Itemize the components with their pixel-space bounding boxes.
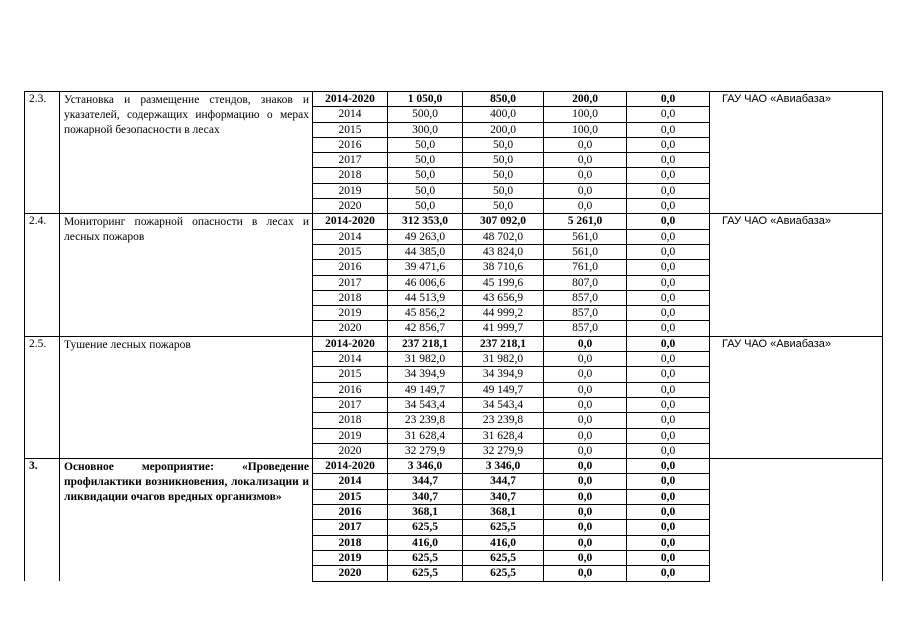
activity-name-text: Основное мероприятие: «Проведение профилактики возникновения, локализации и ликвидации очагов вредных организмов» <box>64 461 309 504</box>
budget-2-cell: 0,0 <box>544 535 627 550</box>
total-cell: 237 218,1 <box>388 336 463 351</box>
budget-2-cell: 100,0 <box>544 122 627 137</box>
period-cell: 2018 <box>313 168 388 183</box>
activity-name-text: Тушение лесных пожаров <box>64 338 191 351</box>
period-cell: 2017 <box>313 520 388 535</box>
budget-3-cell: 0,0 <box>627 428 710 443</box>
total-cell: 368,1 <box>388 505 463 520</box>
budget-1-cell: 340,7 <box>463 489 544 504</box>
total-cell: 344,7 <box>388 474 463 489</box>
budget-2-cell: 0,0 <box>544 428 627 443</box>
budget-2-cell: 0,0 <box>544 505 627 520</box>
executor-cell <box>710 214 883 336</box>
period-cell: 2016 <box>313 382 388 397</box>
activity-name <box>60 92 313 214</box>
budget-2-cell: 0,0 <box>544 489 627 504</box>
activity-name <box>60 459 313 581</box>
budget-2-cell: 0,0 <box>544 367 627 382</box>
budget-2-cell: 0,0 <box>544 566 627 581</box>
budget-2-cell: 0,0 <box>544 137 627 152</box>
section-number: 2.3. <box>25 92 60 214</box>
budget-3-cell: 0,0 <box>627 459 710 474</box>
budget-1-cell: 45 199,6 <box>463 275 544 290</box>
budget-2-cell: 0,0 <box>544 382 627 397</box>
total-cell: 50,0 <box>388 168 463 183</box>
period-cell: 2017 <box>313 397 388 412</box>
budget-1-cell: 3 346,0 <box>463 459 544 474</box>
budget-1-cell: 368,1 <box>463 505 544 520</box>
budget-3-cell: 0,0 <box>627 489 710 504</box>
budget-1-cell: 31 628,4 <box>463 428 544 443</box>
executor-text: ГАУ ЧАО «Авиабаза» <box>722 337 832 350</box>
budget-3-cell: 0,0 <box>627 382 710 397</box>
period-cell: 2019 <box>313 428 388 443</box>
budget-1-cell: 49 149,7 <box>463 382 544 397</box>
budget-2-cell: 0,0 <box>544 413 627 428</box>
total-cell: 300,0 <box>388 122 463 137</box>
budget-3-cell: 0,0 <box>627 413 710 428</box>
period-cell: 2018 <box>313 413 388 428</box>
executor-text: ГАУ ЧАО «Авиабаза» <box>722 93 832 105</box>
period-cell: 2017 <box>313 275 388 290</box>
budget-3-cell: 0,0 <box>627 550 710 565</box>
period-cell: 2014 <box>313 474 388 489</box>
budget-1-cell: 50,0 <box>463 137 544 152</box>
total-cell: 416,0 <box>388 535 463 550</box>
period-cell: 2020 <box>313 199 388 214</box>
budget-3-cell: 0,0 <box>627 168 710 183</box>
total-cell: 44 513,9 <box>388 290 463 305</box>
executor-text: ГАУ ЧАО «Авиабаза» <box>722 215 832 228</box>
budget-1-cell: 32 279,9 <box>463 443 544 458</box>
total-cell: 340,7 <box>388 489 463 504</box>
period-cell: 2020 <box>313 321 388 336</box>
budget-3-cell: 0,0 <box>627 137 710 152</box>
total-cell: 625,5 <box>388 566 463 581</box>
budget-1-cell: 625,5 <box>463 550 544 565</box>
executor-cell <box>710 459 883 581</box>
budget-3-cell: 0,0 <box>627 566 710 581</box>
budget-3-cell: 0,0 <box>627 336 710 351</box>
table-row <box>25 92 883 107</box>
period-cell: 2017 <box>313 153 388 168</box>
budget-1-cell: 400,0 <box>463 107 544 122</box>
budget-1-cell: 38 710,6 <box>463 260 544 275</box>
budget-1-cell: 34 394,9 <box>463 367 544 382</box>
budget-2-cell: 0,0 <box>544 153 627 168</box>
budget-2-cell: 0,0 <box>544 352 627 367</box>
budget-3-cell: 0,0 <box>627 352 710 367</box>
budget-3-cell: 0,0 <box>627 520 710 535</box>
total-cell: 1 050,0 <box>388 92 463 107</box>
budget-3-cell: 0,0 <box>627 107 710 122</box>
budget-2-cell: 857,0 <box>544 306 627 321</box>
total-cell: 31 982,0 <box>388 352 463 367</box>
table-row <box>25 459 883 474</box>
total-cell: 49 149,7 <box>388 382 463 397</box>
budget-2-cell: 0,0 <box>544 397 627 412</box>
total-cell: 23 239,8 <box>388 413 463 428</box>
period-cell: 2016 <box>313 137 388 152</box>
period-cell: 2020 <box>313 443 388 458</box>
period-cell: 2014-2020 <box>313 92 388 107</box>
budget-1-cell: 237 218,1 <box>463 336 544 351</box>
budget-2-cell: 761,0 <box>544 260 627 275</box>
activity-name-text: Мониторинг пожарной опасности в лесах и лесных пожаров <box>64 216 309 244</box>
period-cell: 2014 <box>313 352 388 367</box>
budget-1-cell: 416,0 <box>463 535 544 550</box>
budget-3-cell: 0,0 <box>627 229 710 244</box>
budget-1-cell: 34 543,4 <box>463 397 544 412</box>
budget-3-cell: 0,0 <box>627 290 710 305</box>
total-cell: 312 353,0 <box>388 214 463 229</box>
table-row <box>25 336 883 351</box>
budget-3-cell: 0,0 <box>627 275 710 290</box>
budget-3-cell: 0,0 <box>627 199 710 214</box>
budget-2-cell: 0,0 <box>544 443 627 458</box>
budget-2-cell: 857,0 <box>544 321 627 336</box>
budget-3-cell: 0,0 <box>627 214 710 229</box>
total-cell: 50,0 <box>388 199 463 214</box>
budget-2-cell: 0,0 <box>544 336 627 351</box>
budget-2-cell: 0,0 <box>544 474 627 489</box>
total-cell: 45 856,2 <box>388 306 463 321</box>
period-cell: 2015 <box>313 244 388 259</box>
period-cell: 2015 <box>313 489 388 504</box>
total-cell: 34 543,4 <box>388 397 463 412</box>
budget-1-cell: 43 656,9 <box>463 290 544 305</box>
budget-1-cell: 850,0 <box>463 92 544 107</box>
period-cell: 2019 <box>313 183 388 198</box>
total-cell: 49 263,0 <box>388 229 463 244</box>
period-cell: 2014-2020 <box>313 459 388 474</box>
budget-1-cell: 625,5 <box>463 566 544 581</box>
budget-2-cell: 0,0 <box>544 459 627 474</box>
period-cell: 2014-2020 <box>313 336 388 351</box>
period-cell: 2019 <box>313 550 388 565</box>
budget-1-cell: 31 982,0 <box>463 352 544 367</box>
total-cell: 50,0 <box>388 183 463 198</box>
total-cell: 50,0 <box>388 137 463 152</box>
period-cell: 2016 <box>313 505 388 520</box>
section-number: 3. <box>25 459 60 581</box>
table-row <box>25 214 883 229</box>
period-cell: 2015 <box>313 122 388 137</box>
total-cell: 34 394,9 <box>388 367 463 382</box>
period-cell: 2014-2020 <box>313 214 388 229</box>
executor-cell <box>710 336 883 458</box>
program-activities-table <box>24 91 883 582</box>
budget-1-cell: 50,0 <box>463 199 544 214</box>
budget-2-cell: 807,0 <box>544 275 627 290</box>
budget-3-cell: 0,0 <box>627 153 710 168</box>
total-cell: 39 471,6 <box>388 260 463 275</box>
budget-2-cell: 0,0 <box>544 199 627 214</box>
budget-2-cell: 0,0 <box>544 520 627 535</box>
period-cell: 2014 <box>313 229 388 244</box>
section-number: 2.5. <box>25 336 60 458</box>
period-cell: 2020 <box>313 566 388 581</box>
budget-1-cell: 50,0 <box>463 168 544 183</box>
total-cell: 3 346,0 <box>388 459 463 474</box>
budget-1-cell: 44 999,2 <box>463 306 544 321</box>
budget-2-cell: 100,0 <box>544 107 627 122</box>
total-cell: 50,0 <box>388 153 463 168</box>
budget-3-cell: 0,0 <box>627 397 710 412</box>
budget-1-cell: 344,7 <box>463 474 544 489</box>
budget-1-cell: 307 092,0 <box>463 214 544 229</box>
period-cell: 2019 <box>313 306 388 321</box>
total-cell: 44 385,0 <box>388 244 463 259</box>
budget-1-cell: 41 999,7 <box>463 321 544 336</box>
total-cell: 32 279,9 <box>388 443 463 458</box>
budget-1-cell: 200,0 <box>463 122 544 137</box>
budget-2-cell: 5 261,0 <box>544 214 627 229</box>
budget-3-cell: 0,0 <box>627 244 710 259</box>
total-cell: 31 628,4 <box>388 428 463 443</box>
budget-2-cell: 857,0 <box>544 290 627 305</box>
budget-3-cell: 0,0 <box>627 367 710 382</box>
budget-3-cell: 0,0 <box>627 505 710 520</box>
budget-1-cell: 50,0 <box>463 153 544 168</box>
total-cell: 625,5 <box>388 520 463 535</box>
budget-3-cell: 0,0 <box>627 92 710 107</box>
budget-1-cell: 43 824,0 <box>463 244 544 259</box>
activity-name <box>60 336 313 458</box>
budget-3-cell: 0,0 <box>627 474 710 489</box>
budget-1-cell: 625,5 <box>463 520 544 535</box>
budget-2-cell: 0,0 <box>544 183 627 198</box>
period-cell: 2016 <box>313 260 388 275</box>
budget-2-cell: 561,0 <box>544 244 627 259</box>
budget-1-cell: 50,0 <box>463 183 544 198</box>
period-cell: 2018 <box>313 290 388 305</box>
executor-cell <box>710 92 883 214</box>
budget-3-cell: 0,0 <box>627 183 710 198</box>
budget-3-cell: 0,0 <box>627 443 710 458</box>
budget-3-cell: 0,0 <box>627 260 710 275</box>
total-cell: 625,5 <box>388 550 463 565</box>
budget-2-cell: 561,0 <box>544 229 627 244</box>
budget-3-cell: 0,0 <box>627 321 710 336</box>
period-cell: 2014 <box>313 107 388 122</box>
budget-2-cell: 0,0 <box>544 550 627 565</box>
budget-3-cell: 0,0 <box>627 306 710 321</box>
budget-3-cell: 0,0 <box>627 535 710 550</box>
total-cell: 42 856,7 <box>388 321 463 336</box>
period-cell: 2015 <box>313 367 388 382</box>
period-cell: 2018 <box>313 535 388 550</box>
budget-3-cell: 0,0 <box>627 122 710 137</box>
budget-2-cell: 200,0 <box>544 92 627 107</box>
activity-name <box>60 214 313 336</box>
section-number: 2.4. <box>25 214 60 336</box>
budget-1-cell: 23 239,8 <box>463 413 544 428</box>
total-cell: 500,0 <box>388 107 463 122</box>
budget-1-cell: 48 702,0 <box>463 229 544 244</box>
total-cell: 46 006,6 <box>388 275 463 290</box>
budget-2-cell: 0,0 <box>544 168 627 183</box>
activity-name-text: Установка и размещение стендов, знаков и указателей, содержащих информацию о мерах пожарной безопасности в лесах <box>64 94 309 136</box>
